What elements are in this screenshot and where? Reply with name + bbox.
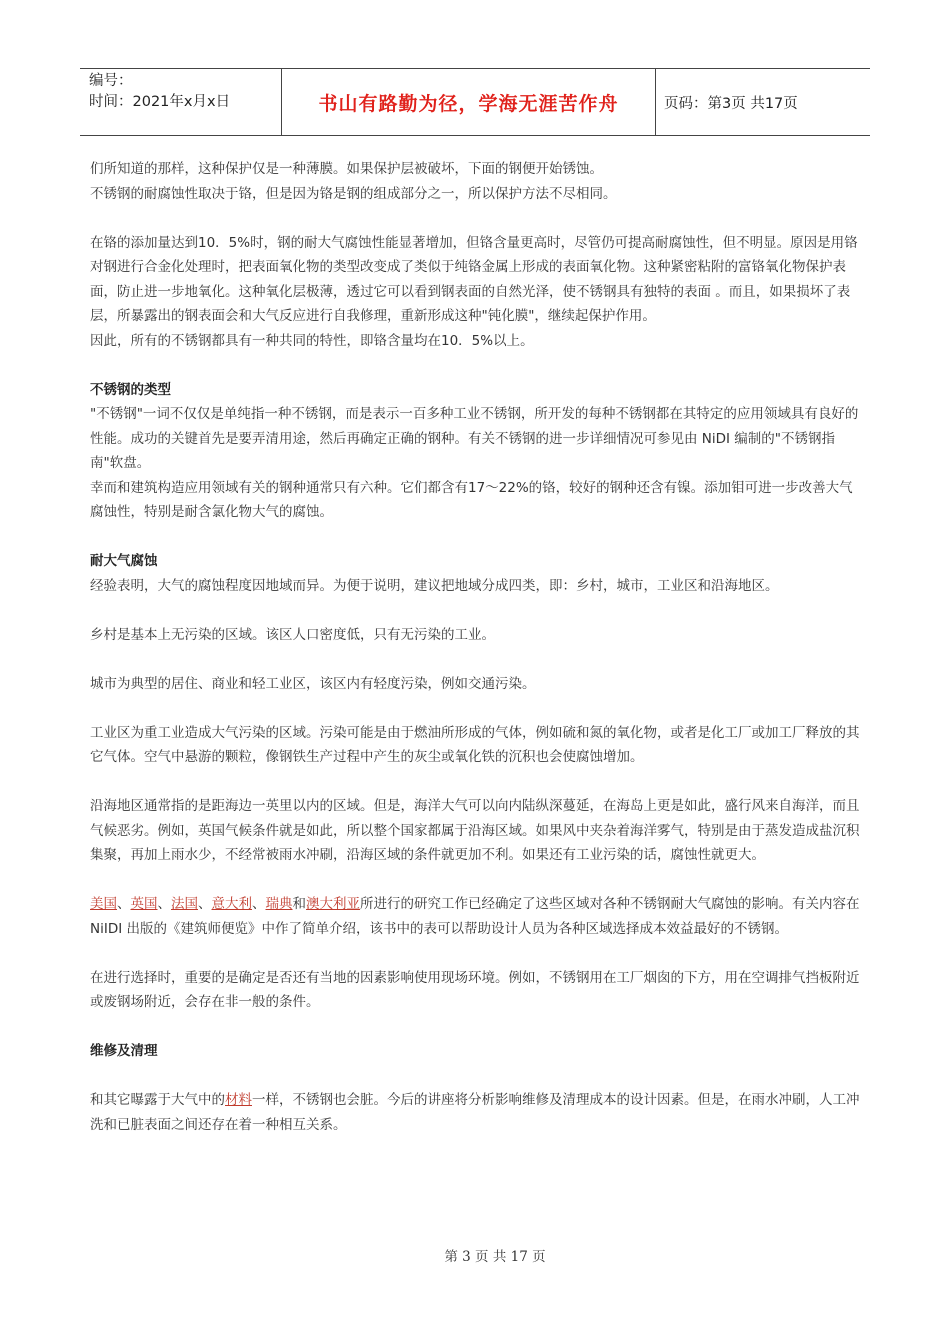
paragraph: 们所知道的那样，这种保护仅是一种薄膜。如果保护层被破坏，下面的钢便开始锈蚀。 [90,161,603,177]
header-page-cell [656,69,870,135]
link-australia[interactable]: 澳大利亚 [306,896,360,912]
paragraph: 沿海地区通常指的是距海边一英里以内的区域。但是，海洋大气可以向内陆纵深蔓延，在海岛上更是如此，盛行风来自海洋，而且气候恶劣。例如，英国气候条件就是如此，所以整个国家都属于沿海区域。如果风中夹杂着海洋雾气，特别是由于蒸发造成盐沉积集聚，再加上雨水少，不经常被雨水冲刷，沿海区域的条件就更加不利。如果还有工业污染的话，腐蚀性就更大。 [90,798,860,863]
page-header [80,68,870,136]
conjunction: 和 [292,896,306,912]
section-heading: 维修及清理 [90,1043,158,1059]
paragraph: 不锈钢的耐腐蚀性取决于铬，但是因为铬是钢的组成部分之一，所以保护方法不尽相同。 [90,185,617,202]
header-motto-cell [281,69,656,135]
paragraph-gap [90,206,865,231]
separator: 、 [252,896,266,912]
paragraph-gap [90,1015,865,1040]
paragraph-gap [90,647,865,672]
section-heading: 不锈钢的类型 [90,381,171,398]
paragraph: "不锈钢"一词不仅仅是单纯指一种不锈钢，而是表示一百多种工业不锈钢，所开发的每种不锈钢都在其特定的应用领域具有良好的性能。成功的关键首先是要弄清用途，然后再确定正确的钢种。有关不锈钢的进一步详细情况可参见由 NiDI 编制的"不锈钢指南"软盘。 [90,406,859,471]
doc-number-label: 编号： [89,73,133,89]
paragraph: 幸而和建筑构造应用领域有关的钢种通常只有六种。它们都含有17～22%的铬，较好的钢种还含有镍。添加钼可进一步改善大气腐蚀性，特别是耐含氯化物大气的腐蚀。 [90,479,853,520]
link-italy[interactable]: 意大利 [211,896,252,912]
paragraph-text: 一样，不锈钢也会脏。今后的讲座将分析影响维修及清理成本的设计因素。但是，在雨水冲刷，人工冲洗和已脏表面之间还存在着一种相互关系。 [90,1092,860,1133]
separator: 、 [157,896,171,912]
paragraph-text: 和其它曝露于大气中的 [90,1092,225,1108]
paragraph: 工业区为重工业造成大气污染的区域。污染可能是由于燃油所形成的气体，例如硫和氮的氧化物，或者是化工厂或加工厂释放的其它气体。空气中悬游的颗粒，像钢铁生产过程中产生的灰尘或氧化铁的沉积也会使腐蚀增加。 [90,724,860,765]
separator: 、 [117,896,131,912]
paragraph-gap [90,941,865,966]
paragraph-with-link [90,1088,865,1137]
link-usa[interactable]: 美国 [90,896,117,912]
header-motto: 书山有路勤为径，学海无涯苦作舟 [318,92,619,115]
paragraph: 城市为典型的居住、商业和轻工业区，该区内有轻度污染，例如交通污染。 [90,675,536,692]
separator: 、 [198,896,212,912]
paragraph-gap [90,353,865,378]
document-body [90,157,865,1137]
paragraph: 经验表明，大气的腐蚀程度因地域而异。为便于说明，建议把地域分成四类，即：乡村，城市，工业区和沿海地区。 [90,577,779,594]
header-page-label: 页码：第3页 共17页 [664,95,798,112]
link-sweden[interactable]: 瑞典 [265,896,293,912]
paragraph-gap [90,770,865,795]
paragraph-gap [90,696,865,721]
paragraph-with-links [90,892,865,941]
paragraph-gap [90,868,865,893]
link-uk[interactable]: 英国 [130,896,158,912]
header-meta [80,69,281,135]
paragraph-gap [90,1064,865,1089]
page-footer: 第 3 页 共 17 页 [444,1249,546,1265]
link-material[interactable]: 材料 [225,1092,252,1108]
doc-time-label: 时间：2021年x月x日 [89,94,231,110]
link-france[interactable]: 法国 [171,896,198,912]
paragraph-gap [90,525,865,550]
paragraph: 在进行选择时，重要的是确定是否还有当地的因素影响使用现场环境。例如，不锈钢用在工厂烟囱的下方，用在空调排气挡板附近或废钢场附近，会存在非一般的条件。 [90,969,860,1010]
paragraph: 因此，所有的不锈钢都具有一种共同的特性，即铬含量均在10．5%以上。 [90,332,534,349]
paragraph-text: 所进行的研究工作已经确定了这些区域对各种不锈钢耐大气腐蚀的影响。有关内容在 NiIDI 出版的《建筑师便览》中作了简单介绍，该书中的表可以帮助设计人员为各种区域选择成本效益最好的不锈钢。 [90,896,860,937]
section-heading: 耐大气腐蚀 [90,553,158,569]
paragraph-gap [90,598,865,623]
paragraph: 在铬的添加量达到10．5%时，钢的耐大气腐蚀性能显著增加，但铬含量更高时，尽管仍可提高耐腐蚀性，但不明显。原因是用铬对钢进行合金化处理时，把表面氧化物的类型改变成了类似于纯铬金属上形成的表面氧化物。这种紧密粘附的富铬氧化物保护表面，防止进一步地氧化。这种氧化层极薄，透过它可以看到钢表面的自然光泽，使不锈钢具有独特的表面 。而且，如果损坏了表层，所暴露出的钢表面会和大气反应进行自我修理，重新形成这种"钝化膜"，继续起保护作用。 [90,234,858,324]
paragraph: 乡村是基本上无污染的区域。该区人口密度低，只有无污染的工业。 [90,626,495,643]
